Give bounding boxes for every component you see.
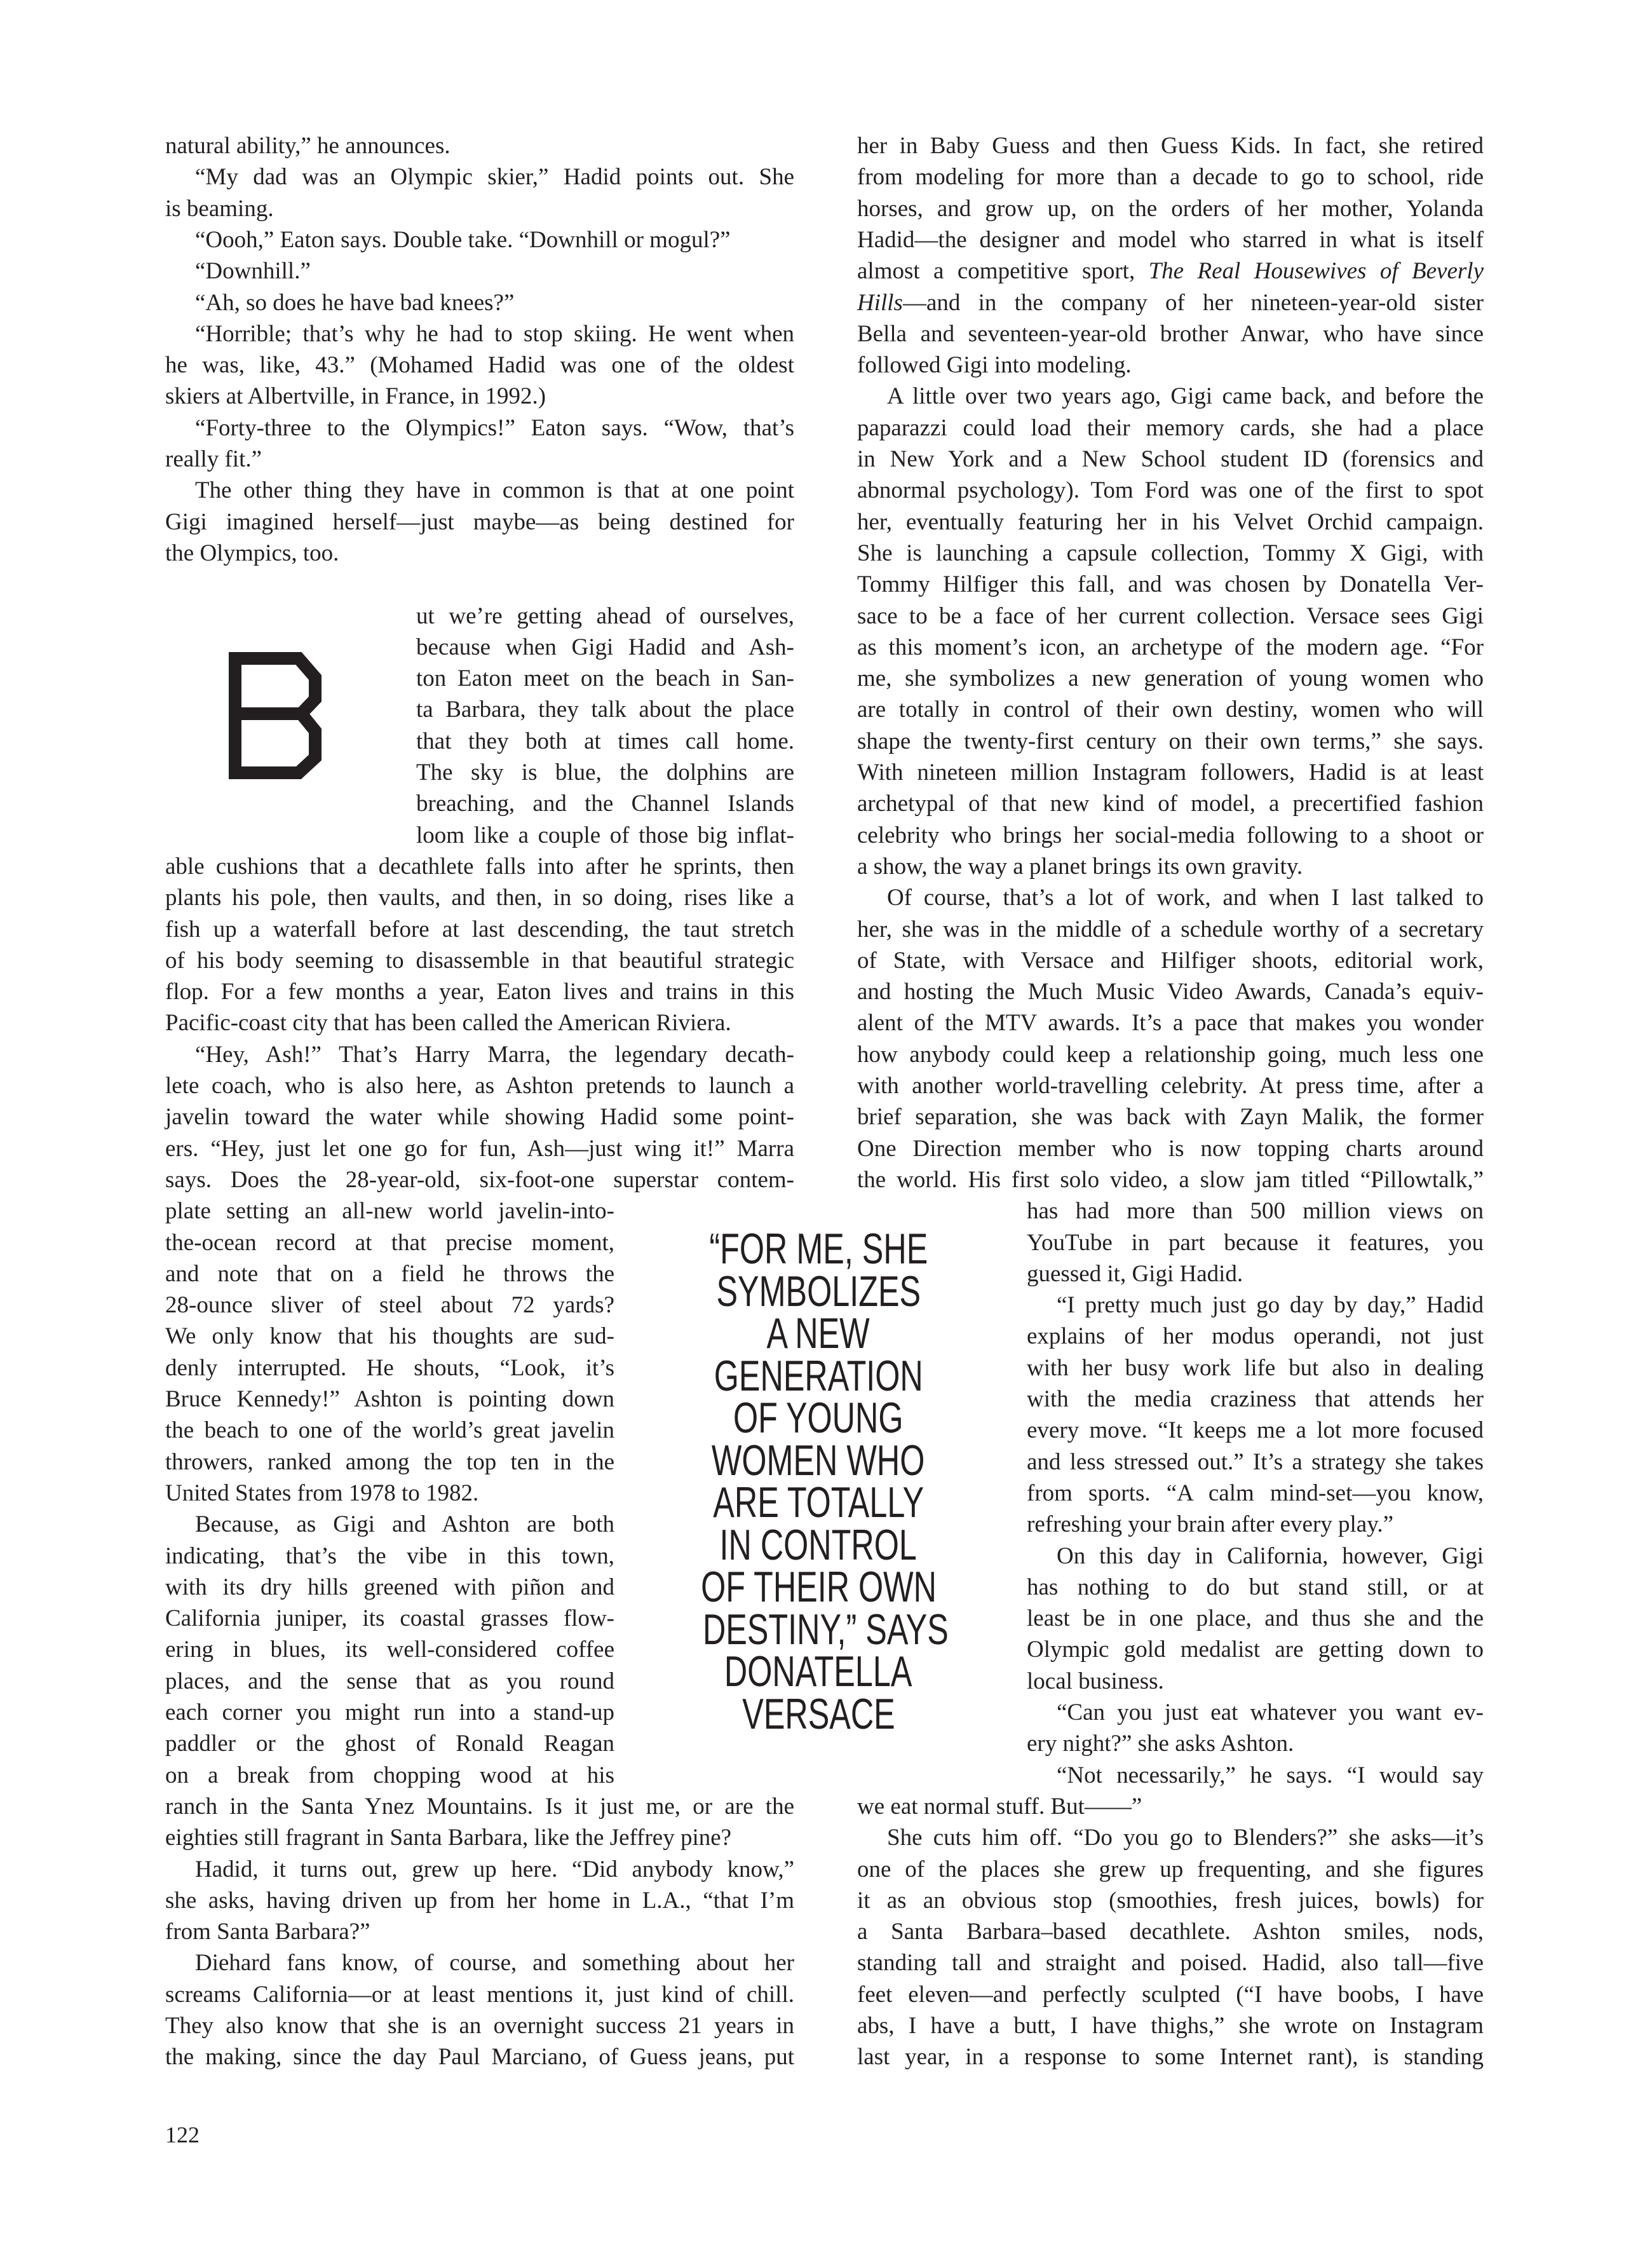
text-line: ut we’re getting ahead of ourselves, xyxy=(416,602,794,629)
text-line: alent of the MTV awards. It’s a pace that makes you wonder xyxy=(857,1010,1484,1037)
text-line: me, she symbolizes a new generation of young women who xyxy=(857,665,1484,692)
pull-quote-text: “FOR ME, SHE xyxy=(709,1225,928,1273)
text-line: last year, in a response to some Internet rant), is standing xyxy=(857,2044,1484,2071)
text-line: horses, and grow up, on the orders of her mother, Yolanda xyxy=(857,195,1484,222)
pull-quote-line xyxy=(660,1647,977,1696)
text-line: A little over two years ago, Gigi came back, and before the xyxy=(887,383,1484,410)
pull-quote-line xyxy=(660,1563,977,1611)
text-line: “Oooh,” Eaton says. Double take. “Downhill or mogul?” xyxy=(195,226,731,253)
pull-quote-text: ARE TOTALLY xyxy=(713,1478,924,1527)
text-line: ton Eaton meet on the beach in San- xyxy=(416,665,794,692)
text-line: “Downhill.” xyxy=(195,258,311,285)
pull-quote-line xyxy=(660,1520,977,1569)
text-line: She cuts him off. “Do you go to Blenders?” she asks—it’s xyxy=(887,1825,1484,1851)
text-line: With nineteen million Instagram followers, Hadid is at least xyxy=(857,759,1484,786)
text-line: indicating, that’s the vibe in this town, xyxy=(165,1542,614,1569)
pull-quote-line xyxy=(660,1267,977,1316)
text-line: and note that on a field he throws the xyxy=(165,1260,614,1287)
text-line: able cushions that a decathlete falls into after he sprints, then xyxy=(165,853,794,880)
text-line: and less stressed out.” It’s a strategy she takes xyxy=(1027,1448,1484,1475)
text-line: On this day in California, however, Gigi xyxy=(1057,1542,1484,1569)
pull-quote-line xyxy=(660,1351,977,1400)
text-line: sace to be a face of her current collection. Versace sees Gigi xyxy=(857,602,1484,629)
text-line: “Not necessarily,” he says. “I would say xyxy=(1057,1762,1484,1788)
text-line: he was, like, 43.” (Mohamed Hadid was one of the oldest xyxy=(165,352,794,379)
text-line: each corner you might run into a stand-up xyxy=(165,1699,614,1725)
text-line: paddler or the ghost of Ronald Reagan xyxy=(165,1731,614,1757)
text-line: Pacific-coast city that has been called the American Riviera. xyxy=(165,1010,731,1037)
text-line: We only know that his thoughts are sud- xyxy=(165,1323,614,1350)
text-line: Bruce Kennedy!” Ashton is pointing down xyxy=(165,1386,614,1412)
text-line: from sports. “A calm mind-set—you know, xyxy=(1027,1480,1484,1506)
text-line: from Santa Barbara?” xyxy=(165,1919,370,1945)
italic-title: Hills xyxy=(857,289,903,316)
text-line: one of the places she grew up frequenting, and she figures xyxy=(857,1856,1484,1882)
text-line: “Can you just eat whatever you want ev- xyxy=(1057,1699,1484,1725)
text-line: ering in blues, its well-considered coffee xyxy=(165,1637,614,1663)
text-line: loom like a couple of those big inflat- xyxy=(416,822,794,848)
text-line: brief separation, she was back with Zayn Malik, the former xyxy=(857,1104,1484,1131)
text-line: has nothing to do but stand still, or at xyxy=(1027,1574,1484,1600)
text-line: with another world-travelling celebrity. At press time, after a xyxy=(857,1073,1484,1099)
text-line: Hadid, it turns out, grew up here. “Did anybody know,” xyxy=(195,1856,794,1882)
text-line: The sky is blue, the dolphins are xyxy=(416,759,794,786)
text-line: and hosting the Much Music Video Awards, Canada’s equiv- xyxy=(857,979,1484,1005)
text-line xyxy=(857,287,1484,318)
text-line: says. Does the 28-year-old, six-foot-one superstar contem- xyxy=(165,1166,794,1193)
text-line: archetypal of that new kind of model, a precertified fashion xyxy=(857,791,1484,817)
text-line: Olympic gold medalist are getting down to xyxy=(1027,1637,1484,1663)
text-line: with its dry hills greened with piñon and xyxy=(165,1574,614,1600)
text-line: the world. His first solo video, a slow jam titled “Pillowtalk,” xyxy=(857,1166,1484,1193)
text-line: Bella and seventeen-year-old brother Anwar, who have since xyxy=(857,320,1484,347)
text-segment: almost a competitive sport, xyxy=(857,258,1149,285)
text-line: ranch in the Santa Ynez Mountains. Is it just me, or are the xyxy=(165,1793,794,1820)
text-line: shape the twenty-first century on their own terms,” she says. xyxy=(857,728,1484,754)
text-line: 28-ounce sliver of steel about 72 yards? xyxy=(165,1292,614,1319)
text-line: Gigi imagined herself—just maybe—as being destined for xyxy=(165,508,794,535)
drop-cap-b xyxy=(227,652,329,779)
text-line: United States from 1978 to 1982. xyxy=(165,1480,479,1506)
pull-quote-line xyxy=(660,1478,977,1527)
text-line: her in Baby Guess and then Guess Kids. In fact, she retired xyxy=(857,133,1484,159)
text-line: the-ocean record at that precise moment, xyxy=(165,1229,614,1256)
text-line: of his body seeming to disassemble in that beautiful strategic xyxy=(165,947,794,974)
text-line: Of course, that’s a lot of work, and when I last talked to xyxy=(887,885,1484,911)
text-line: Tommy Hilfiger this fall, and was chosen by Donatella Ver- xyxy=(857,571,1484,598)
text-line: a show, the way a planet brings its own gravity. xyxy=(857,853,1303,880)
text-line: least be in one place, and thus she and the xyxy=(1027,1605,1484,1632)
text-line: California juniper, its coastal grasses flow- xyxy=(165,1605,614,1632)
text-line: plate setting an all-new world javelin-into- xyxy=(165,1198,614,1225)
text-line: “Ah, so does he have bad knees?” xyxy=(195,289,515,316)
pull-quote-line xyxy=(660,1605,977,1654)
text-line: from modeling for more than a decade to go to school, ride xyxy=(857,164,1484,191)
text-line: feet eleven—and perfectly sculpted (“I have boobs, I have xyxy=(857,1981,1484,2008)
text-line: how anybody could keep a relationship going, much less one xyxy=(857,1041,1484,1068)
text-line: her, she was in the middle of a schedule worthy of a secretary xyxy=(857,916,1484,943)
text-line: “I pretty much just go day by day,” Hadid xyxy=(1057,1292,1484,1319)
text-line: fish up a waterfall before at last descending, the taut stretch xyxy=(165,916,794,943)
text-line: The other thing they have in common is that at one point xyxy=(195,477,794,504)
text-line: paparazzi could load their memory cards, she had a place xyxy=(857,414,1484,441)
text-line: the beach to one of the world’s great javelin xyxy=(165,1417,614,1444)
pull-quote-line xyxy=(660,1225,977,1273)
text-line: has had more than 500 million views on xyxy=(1027,1198,1484,1225)
pull-quote-line xyxy=(660,1689,977,1738)
text-line: we eat normal stuff. But——” xyxy=(857,1793,1142,1820)
text-line: She is launching a capsule collection, Tommy X Gigi, with xyxy=(857,540,1484,566)
text-line: They also know that she is an overnight success 21 years in xyxy=(165,2013,794,2039)
text-line: Because, as Gigi and Ashton are both xyxy=(195,1511,614,1538)
text-line: “My dad was an Olympic skier,” Hadid points out. She xyxy=(195,164,794,191)
text-line: every move. “It keeps me a lot more focused xyxy=(1027,1417,1484,1444)
text-line: ta Barbara, they talk about the place xyxy=(416,697,794,723)
text-line: flop. For a few months a year, Eaton lives and trains in this xyxy=(165,979,794,1005)
text-line: eighties still fragrant in Santa Barbara, like the Jeffrey pine? xyxy=(165,1825,732,1851)
text-line: “Hey, Ash!” That’s Harry Marra, the legendary decath- xyxy=(195,1041,794,1068)
text-line: are totally in control of their own destiny, women who will xyxy=(857,697,1484,723)
text-line: is beaming. xyxy=(165,195,274,222)
text-line: places, and the sense that as you round xyxy=(165,1668,614,1694)
text-line: in New York and a New School student ID (forensics and xyxy=(857,446,1484,472)
text-segment: —and in the company of her nineteen-year-old sister xyxy=(902,289,1484,316)
pull-quote-text: IN CONTROL xyxy=(719,1520,917,1569)
italic-title: The Real Housewives of Beverly xyxy=(1148,258,1484,285)
text-line: it as an obvious stop (smoothies, fresh juices, bowls) for xyxy=(857,1887,1484,1914)
text-line: with her busy work life but also in dealing xyxy=(1027,1354,1484,1381)
text-line: she asks, having driven up from her home in L.A., “that I’m xyxy=(165,1887,794,1914)
text-line: that they both at times call home. xyxy=(416,728,794,754)
pull-quote-text: OF YOUNG xyxy=(733,1394,904,1442)
page-number: 122 xyxy=(165,2122,200,2147)
text-line: refreshing your brain after every play.” xyxy=(1027,1511,1393,1538)
pull-quote-text: GENERATION xyxy=(714,1351,923,1400)
text-line: skiers at Albertville, in France, in 1992.) xyxy=(165,383,546,410)
text-line: screams California—or at least mentions it, just kind of chill. xyxy=(165,1981,794,2008)
text-line: the Olympics, too. xyxy=(165,540,339,566)
pull-quote-text: DONATELLA xyxy=(724,1647,912,1696)
pull-quote-line xyxy=(660,1436,977,1485)
pull-quote-text: OF THEIR OWN xyxy=(701,1563,937,1611)
text-line xyxy=(857,255,1484,287)
text-line: because when Gigi Hadid and Ash- xyxy=(416,634,794,660)
text-line: plants his pole, then vaults, and then, in so doing, rises like a xyxy=(165,885,794,911)
text-line: Hadid—the designer and model who starred in what is itself xyxy=(857,226,1484,253)
text-line: celebrity who brings her social-media following to a shoot or xyxy=(857,822,1484,848)
text-line: standing tall and straight and poised. Hadid, also tall—five xyxy=(857,1950,1484,1977)
text-line: ery night?” she asks Ashton. xyxy=(1027,1731,1294,1757)
text-line: on a break from chopping wood at his xyxy=(165,1762,614,1788)
text-line: followed Gigi into modeling. xyxy=(857,352,1132,379)
text-line: really fit.” xyxy=(165,446,262,472)
text-line: lete coach, who is also here, as Ashton pretends to launch a xyxy=(165,1073,794,1099)
pull-quote-text: WOMEN WHO xyxy=(712,1436,925,1485)
pull-quote-text: A NEW xyxy=(766,1309,870,1358)
pull-quote-text: DESTINY,” SAYS xyxy=(702,1605,949,1654)
text-line: her, eventually featuring her in his Velvet Orchid campaign. xyxy=(857,508,1484,535)
text-line: explains of her modus operandi, not just xyxy=(1027,1323,1484,1350)
text-line: local business. xyxy=(1027,1668,1164,1694)
text-line: “Forty-three to the Olympics!” Eaton says. “Wow, that’s xyxy=(195,414,794,441)
text-line: denly interrupted. He shouts, “Look, it’s xyxy=(165,1354,614,1381)
text-line: a Santa Barbara–based decathlete. Ashton smiles, nods, xyxy=(857,1919,1484,1945)
text-line: of State, with Versace and Hilfiger shoots, editorial work, xyxy=(857,947,1484,974)
text-line: YouTube in part because it features, you xyxy=(1027,1229,1484,1256)
text-line: throwers, ranked among the top ten in the xyxy=(165,1448,614,1475)
text-line: natural ability,” he announces. xyxy=(165,133,450,159)
pull-quote-line xyxy=(660,1394,977,1442)
text-line: abs, I have a butt, I have thighs,” she wrote on Instagram xyxy=(857,2013,1484,2039)
pull-quote-text: SYMBOLIZES xyxy=(716,1267,921,1316)
text-line: One Direction member who is now topping charts around xyxy=(857,1135,1484,1162)
text-line: Diehard fans know, of course, and something about her xyxy=(195,1950,794,1977)
text-line: with the media craziness that attends her xyxy=(1027,1386,1484,1412)
text-line: the making, since the day Paul Marciano, of Guess jeans, put xyxy=(165,2044,794,2071)
text-line: “Horrible; that’s why he had to stop skiing. He went when xyxy=(195,320,794,347)
text-line: ers. “Hey, just let one go for fun, Ash—just wing it!” Marra xyxy=(165,1135,794,1162)
text-line: abnormal psychology). Tom Ford was one of the first to spot xyxy=(857,477,1484,504)
pull-quote-text: VERSACE xyxy=(741,1689,895,1738)
text-line: guessed it, Gigi Hadid. xyxy=(1027,1260,1243,1287)
text-line: as this moment’s icon, an archetype of the modern age. “For xyxy=(857,634,1484,660)
pull-quote-line xyxy=(660,1309,977,1358)
text-line: javelin toward the water while showing Hadid some point- xyxy=(165,1104,794,1131)
text-line: breaching, and the Channel Islands xyxy=(416,791,794,817)
